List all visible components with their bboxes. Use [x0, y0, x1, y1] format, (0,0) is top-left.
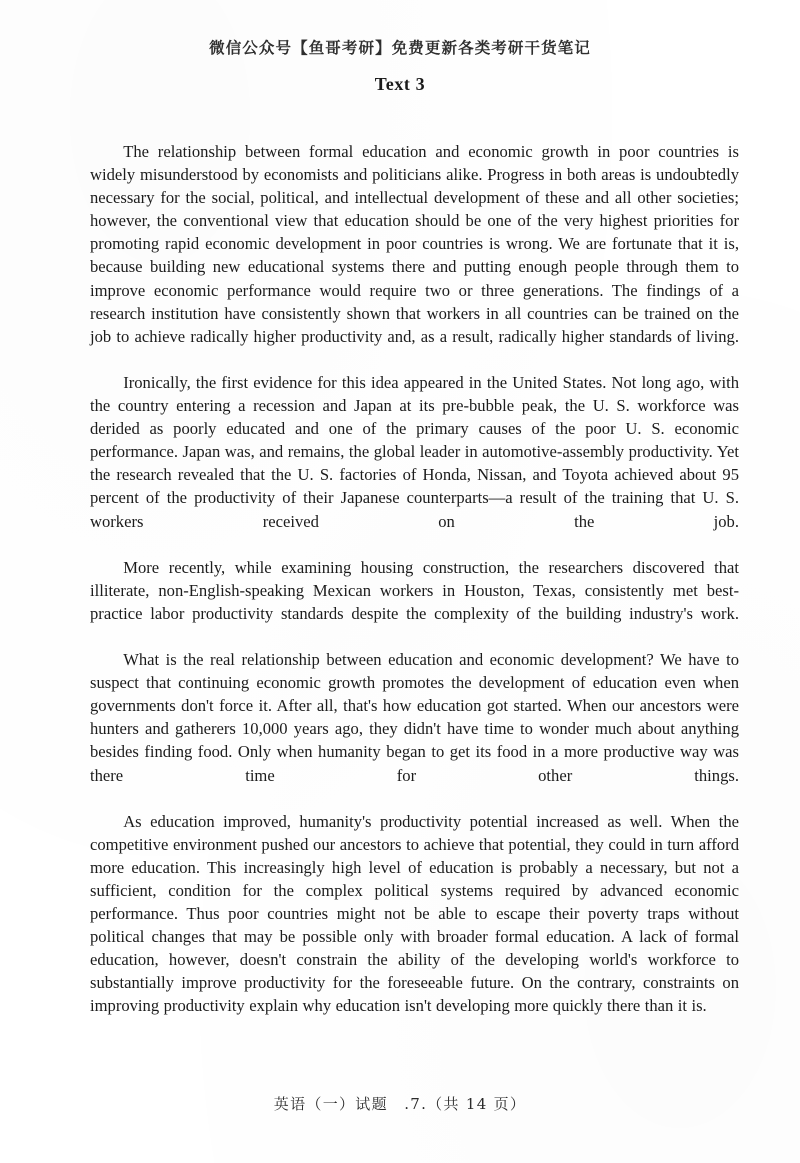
paragraph: More recently, while examining housing construction, the researchers discovered that illiterate, non-English-speaking Mexican workers in Houston, Texas, consistently met best-practice labor productivity standards despite the complexity of the building industry's work.: [90, 557, 739, 623]
body-column: [90, 140, 739, 1018]
paragraph: The relationship between formal education and economic growth in poor countries is widely misunderstood by economists and politicians alike. Progress in both areas is undoubtedly necessary for the social, political, and intellectual development of these and all other societies; however, the conventional view that education should be one of the very highest priorities for promoting rapid economic development in poor countries is wrong. We are fortunate that it is, because building new educational systems there and putting enough people through them to improve economic performance would require two or three generations. The findings of a research institution have consistently shown that workers in all countries can be trained on the job to achieve radically higher productivity and, as a result, radically higher standards of living.: [90, 142, 739, 346]
paragraph: As education improved, humanity's productivity potential increased as well. When the competitive environment pushed our ancestors to achieve that potential, they could in turn afford more education. This increasingly high level of education is probably a necessary, but not a sufficient, condition for the complex political systems required by advanced economic performance. Thus poor countries might not be able to escape their poverty traps without political changes that may be possible only with broader formal education. A lack of formal education, however, doesn't constrain the ability of the developing world's workforce to substantially improve productivity for the foreseeable future. On the contrary, constraints on improving productivity explain why education isn't developing more quickly there than it is.: [90, 811, 739, 1016]
page-footer: 英语（一）试题 .7.（共 14 页）: [273, 1095, 527, 1113]
page-title: Text 3: [374, 74, 426, 94]
watermark-header: 微信公众号【鱼哥考研】免费更新各类考研干货笔记: [209, 38, 591, 57]
paragraph: What is the real relationship between education and economic development? We have to suspect that continuing economic growth promotes the development of education even when governments don't force it. After all, that's how education got started. When our ancestors were hunters and gatherers 10,000 years ago, they didn't have time to wonder much about anything besides finding food. Only when humanity began to get its food in a more productive way was there time for other things.: [90, 650, 739, 785]
paragraph: Ironically, the first evidence for this idea appeared in the United States. Not long ago, with the country entering a recession and Japan at its pre-bubble peak, the U. S. workforce was derided as poorly educated and one of the primary causes of the poor U. S. economic performance. Japan was, and remains, the global leader in automotive-assembly productivity. Yet the research revealed that the U. S. factories of Honda, Nissan, and Toyota achieved about 95 percent of the productivity of their Japanese counterparts—a result of the training that U. S. workers received on the job.: [90, 372, 739, 531]
